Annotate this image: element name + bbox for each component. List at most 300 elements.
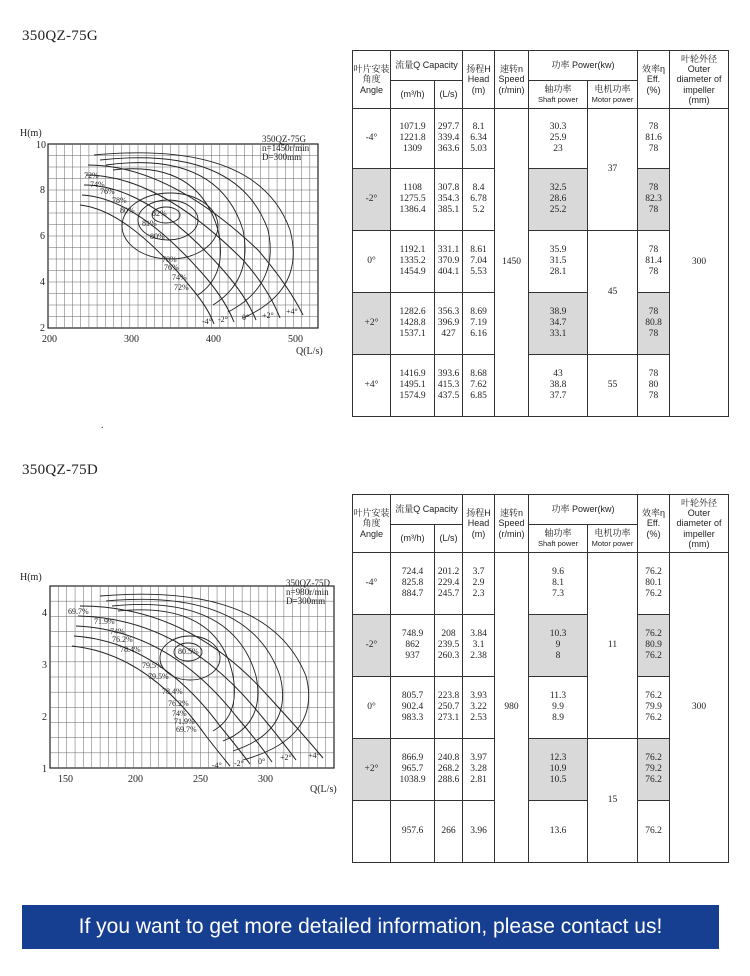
- capacity-ls-cell-value: 223.8: [437, 691, 460, 702]
- th-head-text-d: 扬程H Head: [466, 507, 491, 529]
- head-cell-value: 8.61: [470, 245, 487, 256]
- head-cell-value: 3.96: [470, 826, 487, 837]
- capacity-m3h-cell-value: 1038.9: [399, 774, 426, 785]
- capacity-m3h-cell-value: 902.4: [401, 702, 424, 713]
- efficiency-cell-value: 80.8: [645, 318, 662, 329]
- head-cell-value: 3.1: [472, 640, 485, 651]
- angle-label-g-3: +2°: [262, 311, 274, 320]
- efficiency-cell: [638, 169, 670, 231]
- angle-cell: 0°: [353, 677, 391, 739]
- shaft-power-cell-value: 23: [553, 143, 563, 154]
- eff-label-g-1: 74%: [90, 180, 105, 189]
- head-cell-value: 8.68: [470, 369, 487, 380]
- shaft-power-cell-value: 30.3: [549, 122, 567, 133]
- head-cell: [463, 109, 495, 169]
- th-shaft-en: Shaft power: [537, 95, 579, 105]
- capacity-m3h-cell-value: 1335.2: [399, 256, 426, 267]
- efficiency-cell: [638, 231, 670, 293]
- capacity-m3h-cell: [391, 739, 435, 801]
- curve-angle-0: [84, 185, 256, 320]
- th-motor-en-d: Motor power: [591, 539, 634, 549]
- head-cell: [463, 355, 495, 417]
- th-capacity-d: 流量Q Capacity: [391, 495, 463, 525]
- diameter-cell: 300: [670, 109, 729, 417]
- th-shaft: [529, 81, 588, 109]
- capacity-m3h-cell-value: 1309: [403, 143, 422, 154]
- head-cell-value: 3.84: [470, 629, 487, 640]
- head-cell: [463, 615, 495, 677]
- capacity-ls-cell: [435, 553, 463, 615]
- th-motor-d: [588, 525, 638, 553]
- th-motor: [588, 81, 638, 109]
- efficiency-cell: [638, 739, 670, 801]
- capacity-ls-cell-value: 229.4: [437, 578, 460, 589]
- efficiency-cell-value: 78: [648, 143, 659, 154]
- head-cell: [463, 677, 495, 739]
- shaft-power-cell: [529, 801, 588, 863]
- head-cell-value: 2.53: [470, 712, 487, 723]
- th-eff: [638, 51, 670, 109]
- capacity-m3h-cell-value: 957.6: [401, 826, 424, 837]
- model-title-g: 350QZ-75G: [22, 28, 99, 44]
- capacity-ls-cell-value: 240.8: [437, 753, 460, 764]
- head-cell-value: 8.69: [470, 307, 487, 318]
- capacity-m3h-cell-value: 862: [405, 640, 420, 651]
- eff-label-g-3: 78%: [112, 196, 127, 205]
- head-cell-value: 2.3: [472, 588, 485, 599]
- capacity-m3h-cell-value: 805.7: [401, 691, 424, 702]
- th-cap-ls-d: (L/s): [435, 525, 463, 553]
- head-cell-value: 3.93: [470, 691, 487, 702]
- efficiency-cell-value: 76.2: [645, 774, 662, 785]
- shaft-power-cell: [529, 293, 588, 355]
- th-eff-text: 效率η Eff.: [642, 63, 666, 85]
- capacity-ls-cell-value: 208: [441, 629, 456, 640]
- efficiency-cell-value: 78: [648, 307, 659, 318]
- angle-label-d-0: -4°: [212, 761, 222, 770]
- capacity-m3h-cell: [391, 355, 435, 417]
- capacity-ls-cell-value: 396.9: [437, 318, 460, 329]
- capacity-m3h-cell-value: 1386.4: [399, 204, 426, 215]
- capacity-m3h-cell-value: 965.7: [401, 764, 424, 775]
- table-clip-d: [352, 494, 728, 837]
- y-tick-d-1: 1: [42, 764, 47, 775]
- head-cell: [463, 801, 495, 863]
- capacity-ls-cell-value: 288.6: [437, 774, 460, 785]
- shaft-power-cell-value: 25.2: [549, 204, 567, 215]
- capacity-ls-cell: [435, 231, 463, 293]
- shaft-power-cell-value: 38.8: [549, 380, 567, 391]
- eff-label-d-1: 71.9%: [94, 617, 115, 626]
- capacity-m3h-cell: [391, 293, 435, 355]
- x-tick-d-300: 300: [258, 774, 273, 785]
- x-tick-g-200: 200: [42, 334, 57, 345]
- x-tick-d-250: 250: [193, 774, 208, 785]
- capacity-m3h-cell-value: 1108: [403, 183, 422, 194]
- efficiency-cell-value: 76.2: [645, 753, 662, 764]
- capacity-ls-cell-value: 404.1: [437, 266, 460, 277]
- capacity-ls-cell: [435, 801, 463, 863]
- capacity-ls-cell: [435, 355, 463, 417]
- th-cap-m3h-d: (m³/h): [391, 525, 435, 553]
- shaft-power-cell: [529, 231, 588, 293]
- efficiency-cell: [638, 801, 670, 863]
- capacity-m3h-cell-value: 825.8: [401, 578, 424, 589]
- shaft-power-cell-value: 9.9: [552, 702, 564, 713]
- efficiency-cell-value: 80.1: [645, 578, 662, 589]
- y-tick-g-8: 8: [40, 185, 45, 196]
- th-angle-cn-d: 叶片安装角度: [353, 507, 390, 529]
- eff-label-g-6: 81%: [142, 219, 157, 228]
- chart-dia-label-d: D=300mm: [286, 596, 326, 606]
- table-row: [353, 553, 729, 615]
- capacity-ls-cell-value: 331.1: [437, 245, 460, 256]
- eff-label-d-12: 69.7%: [176, 725, 197, 734]
- angle-label-d-4: +4°: [308, 751, 320, 760]
- th-motor-cn: 电机功率: [594, 84, 631, 95]
- efficiency-cell-value: 76.2: [645, 691, 662, 702]
- th-head: [463, 51, 495, 109]
- th-power: 功率 Power(kw): [529, 51, 638, 81]
- shaft-power-cell: [529, 109, 588, 169]
- capacity-m3h-cell-value: 1428.8: [399, 318, 426, 329]
- angle-cell: 0°: [353, 231, 391, 293]
- eff-label-d-10: 74%: [172, 709, 187, 718]
- shaft-power-cell-value: 38.9: [549, 307, 567, 318]
- head-cell: [463, 553, 495, 615]
- shaft-power-cell-value: 28.6: [549, 194, 567, 205]
- capacity-m3h-cell-value: 884.7: [401, 588, 424, 599]
- shaft-power-cell-value: 33.1: [549, 328, 567, 339]
- efficiency-cell-value: 78: [648, 390, 659, 401]
- eff-label-d-9: 76.2%: [168, 699, 189, 708]
- capacity-ls-cell-value: 427: [441, 328, 456, 339]
- capacity-ls-cell-value: 339.4: [437, 133, 460, 144]
- capacity-ls-cell-value: 266: [441, 826, 456, 837]
- capacity-ls-cell-value: 385.1: [437, 204, 460, 215]
- capacity-m3h-cell: [391, 231, 435, 293]
- capacity-ls-cell: [435, 109, 463, 169]
- head-cell-value: 7.04: [470, 256, 487, 267]
- th-motor-en: Motor power: [591, 95, 634, 105]
- angle-label-g-0: -4°: [202, 317, 212, 326]
- efficiency-cell-value: 76.2: [645, 567, 662, 578]
- y-tick-g-10: 10: [36, 140, 46, 151]
- angle-cell: -2°: [353, 615, 391, 677]
- x-axis-label-d: Q(L/s): [310, 784, 337, 795]
- eff-label-d-2: 74%: [110, 627, 125, 636]
- efficiency-cell-value: 76.2: [645, 826, 662, 837]
- capacity-m3h-cell: [391, 801, 435, 863]
- shaft-power-cell-value: 10.3: [549, 629, 567, 640]
- chart-model-label-g: 350QZ-75G: [262, 134, 306, 144]
- performance-chart-g: [18, 120, 338, 360]
- eff-label-d-7: 79.5%: [148, 672, 169, 681]
- th-speed-text: 速转n Speed: [498, 63, 525, 85]
- chart-dia-label-g: D=300mm: [262, 152, 302, 162]
- capacity-ls-cell-value: 201.2: [437, 567, 460, 578]
- shaft-power-cell: [529, 677, 588, 739]
- x-tick-g-300: 300: [124, 334, 139, 345]
- shaft-power-cell-value: 37.7: [549, 390, 567, 401]
- eff-label-d-5: 80.5%: [178, 647, 199, 656]
- head-cell-value: 3.28: [470, 764, 487, 775]
- th-dia-text: 叶轮外径 Outer diameter of impeller: [676, 53, 722, 95]
- efficiency-cell: [638, 677, 670, 739]
- head-cell-value: 3.22: [470, 702, 487, 713]
- capacity-ls-cell-value: 370.9: [437, 256, 460, 267]
- capacity-ls-cell: [435, 169, 463, 231]
- th-power-d: 功率 Power(kw): [529, 495, 638, 525]
- capacity-m3h-cell-value: 724.4: [401, 567, 424, 578]
- capacity-ls-cell-value: 268.2: [437, 764, 460, 775]
- y-tick-g-2: 2: [40, 323, 45, 334]
- th-angle-en: Angle: [359, 84, 384, 95]
- th-eff-unit: (%): [646, 84, 661, 95]
- capacity-m3h-cell-value: 1221.8: [399, 133, 426, 144]
- th-eff-text-d: 效率η Eff.: [642, 507, 666, 529]
- capacity-ls-cell-value: 437.5: [437, 390, 460, 401]
- capacity-m3h-cell-value: 1282.6: [399, 307, 426, 318]
- efficiency-cell-value: 78: [648, 122, 659, 133]
- capacity-ls-cell-value: 245.7: [437, 588, 460, 599]
- shaft-power-cell: [529, 169, 588, 231]
- th-dia: [670, 51, 729, 109]
- y-tick-g-6: 6: [40, 231, 45, 242]
- motor-power-cell: 45: [588, 231, 638, 355]
- th-dia-d: [670, 495, 729, 553]
- eff-label-d-0: 69.7%: [68, 607, 89, 616]
- th-speed-unit-d: (r/min): [498, 528, 525, 539]
- capacity-ls-cell-value: 297.7: [437, 122, 460, 133]
- capacity-ls-cell-value: 415.3: [437, 380, 460, 391]
- capacity-ls-cell-value: 273.1: [437, 712, 460, 723]
- th-head-unit: (m): [471, 84, 486, 95]
- angle-label-g-1: -2°: [218, 315, 228, 324]
- shaft-power-cell-value: 31.5: [549, 256, 567, 267]
- efficiency-cell-value: 80.9: [645, 640, 662, 651]
- capacity-ls-cell-value: 307.8: [437, 183, 460, 194]
- capacity-m3h-cell: [391, 677, 435, 739]
- angle-label-d-3: +2°: [280, 753, 292, 762]
- th-shaft-d: [529, 525, 588, 553]
- shaft-power-cell-value: 11.3: [549, 691, 567, 702]
- capacity-m3h-cell-value: 1537.1: [399, 328, 426, 339]
- chart-svg-d: [18, 566, 348, 796]
- eff-label-d-4: 78.4%: [120, 645, 141, 654]
- eff-label-g-5: 82%: [152, 209, 167, 218]
- head-cell-value: 6.34: [470, 133, 487, 144]
- chart-model-label-d: 350QZ-75D: [286, 578, 330, 588]
- angle-label-d-2: 0°: [258, 757, 266, 766]
- speed-cell: 980: [495, 553, 529, 863]
- capacity-m3h-cell-value: 1416.9: [399, 369, 426, 380]
- th-motor-cn-d: 电机功率: [594, 528, 631, 539]
- th-capacity: 流量Q Capacity: [391, 51, 463, 81]
- eff-label-d-6: 79.5%: [142, 661, 163, 670]
- eff-label-d-8: 78.4%: [162, 687, 183, 696]
- capacity-ls-cell-value: 260.3: [437, 650, 460, 661]
- diameter-cell: 300: [670, 553, 729, 863]
- shaft-power-cell-value: 8: [555, 650, 561, 661]
- shaft-power-cell-value: 34.7: [549, 318, 567, 329]
- capacity-ls-cell: [435, 739, 463, 801]
- stray-dot: .: [101, 420, 104, 431]
- th-shaft-en-d: Shaft power: [537, 539, 579, 549]
- head-cell-value: 5.53: [470, 266, 487, 277]
- chart-speed-label-d: n=980r/min: [286, 587, 329, 597]
- efficiency-cell-value: 78: [648, 369, 659, 380]
- shaft-power-cell-value: 9: [555, 640, 561, 651]
- efficiency-cell-value: 79.9: [645, 702, 662, 713]
- efficiency-cell: [638, 355, 670, 417]
- shaft-power-cell-value: 12.3: [549, 753, 567, 764]
- efficiency-cell-value: 81.6: [645, 133, 662, 144]
- capacity-m3h-cell-value: 1495.1: [399, 380, 426, 391]
- th-angle-d: [353, 495, 391, 553]
- head-cell-value: 6.78: [470, 194, 487, 205]
- head-cell: [463, 293, 495, 355]
- x-axis-label-g: Q(L/s): [296, 346, 323, 357]
- efficiency-cell-value: 82.3: [645, 194, 662, 205]
- capacity-m3h-cell-value: 1454.9: [399, 266, 426, 277]
- th-dia-text-d: 叶轮外径 Outer diameter of impeller: [676, 497, 722, 539]
- speed-cell: 1450: [495, 109, 529, 417]
- th-speed-unit: (r/min): [498, 84, 525, 95]
- th-dia-unit: (mm): [688, 95, 710, 106]
- shaft-power-cell-value: 9.6: [552, 567, 564, 578]
- shaft-power-cell-value: 10.9: [549, 764, 567, 775]
- capacity-m3h-cell: [391, 109, 435, 169]
- shaft-power-cell-value: 8.9: [552, 712, 564, 723]
- th-shaft-cn-d: 轴功率: [544, 528, 572, 539]
- head-cell-value: 5.03: [470, 143, 487, 154]
- eff-label-g-2: 76%: [100, 187, 115, 196]
- head-cell-value: 8.1: [472, 122, 485, 133]
- head-cell-value: 2.38: [470, 650, 487, 661]
- x-tick-g-400: 400: [206, 334, 221, 345]
- angle-cell: -4°: [353, 109, 391, 169]
- shaft-power-cell-value: 13.6: [549, 826, 567, 837]
- model-title-d: 350QZ-75D: [22, 462, 99, 478]
- eff-label-g-7: 80%: [150, 232, 165, 241]
- th-angle-en-d: Angle: [359, 528, 384, 539]
- capacity-m3h-cell-value: 1192.1: [399, 245, 426, 256]
- y-axis-label-g: H(m): [20, 128, 42, 139]
- y-tick-d-2: 2: [42, 712, 47, 723]
- head-cell-value: 6.16: [470, 328, 487, 339]
- efficiency-cell-value: 79.2: [645, 764, 662, 775]
- motor-power-cell: 15: [588, 739, 638, 863]
- capacity-m3h-cell-value: 983.3: [401, 712, 424, 723]
- capacity-m3h-cell-value: 1574.9: [399, 390, 426, 401]
- efficiency-cell-value: 78: [648, 245, 659, 256]
- contact-banner[interactable]: If you want to get more detailed information, please contact us!: [22, 905, 719, 949]
- eff-label-d-3: 76.2%: [112, 635, 133, 644]
- shaft-power-cell-value: 7.3: [552, 588, 564, 599]
- th-shaft-cn: 轴功率: [544, 84, 572, 95]
- th-dia-unit-d: (mm): [688, 539, 710, 550]
- shaft-power-cell-value: 25.9: [549, 133, 567, 144]
- motor-power-cell: 37: [588, 109, 638, 231]
- th-angle: [353, 51, 391, 109]
- shaft-power-cell-value: 43: [553, 369, 563, 380]
- capacity-ls-cell-value: 239.5: [437, 640, 460, 651]
- th-eff-d: [638, 495, 670, 553]
- capacity-m3h-cell: [391, 615, 435, 677]
- th-speed-text-d: 速转n Speed: [498, 507, 525, 529]
- efficiency-cell-value: 78: [648, 266, 659, 277]
- efficiency-cell-value: 76.2: [645, 588, 662, 599]
- capacity-m3h-cell: [391, 169, 435, 231]
- efficiency-cell-value: 81.4: [645, 256, 662, 267]
- capacity-ls-cell-value: 354.3: [437, 194, 460, 205]
- eff-label-g-4: 80%: [120, 206, 135, 215]
- efficiency-cell-value: 78: [648, 328, 659, 339]
- performance-chart-d: [18, 566, 348, 796]
- th-head-unit-d: (m): [471, 528, 486, 539]
- x-tick-d-200: 200: [128, 774, 143, 785]
- th-eff-unit-d: (%): [646, 528, 661, 539]
- angle-cell: -4°: [353, 553, 391, 615]
- y-tick-g-4: 4: [40, 277, 45, 288]
- efficiency-cell-value: 76.2: [645, 629, 662, 640]
- efficiency-cell: [638, 553, 670, 615]
- efficiency-cell: [638, 615, 670, 677]
- head-cell-value: 7.62: [470, 380, 487, 391]
- eff-label-d-11: 71.9%: [174, 717, 195, 726]
- efficiency-cell-value: 78: [648, 183, 659, 194]
- angle-label-d-1: -2°: [234, 759, 244, 768]
- eff-label-g-11: 72%: [174, 283, 189, 292]
- shaft-power-cell: [529, 615, 588, 677]
- capacity-ls-cell: [435, 293, 463, 355]
- y-axis-label-d: H(m): [20, 572, 42, 583]
- head-cell-value: 6.85: [470, 390, 487, 401]
- eff-label-g-9: 76%: [164, 263, 179, 272]
- head-cell-value: 5.2: [472, 204, 485, 215]
- capacity-m3h-cell-value: 748.9: [401, 629, 424, 640]
- th-head-text: 扬程H Head: [466, 63, 491, 85]
- angle-cell: [353, 801, 391, 863]
- head-cell-value: 7.19: [470, 318, 487, 329]
- th-cap-ls: (L/s): [435, 81, 463, 109]
- head-cell-value: 2.9: [472, 578, 485, 589]
- shaft-power-cell-value: 10.5: [549, 774, 567, 785]
- capacity-ls-cell-value: 393.6: [437, 369, 460, 380]
- head-cell-value: 3.7: [472, 567, 485, 578]
- capacity-m3h-cell-value: 937: [405, 650, 420, 661]
- y-tick-d-4: 4: [42, 608, 47, 619]
- motor-power-cell: 11: [588, 553, 638, 739]
- head-cell-value: 2.81: [470, 774, 487, 785]
- eff-label-g-8: 78%: [162, 255, 177, 264]
- eff-label-g-0: 72%: [84, 171, 99, 180]
- efficiency-cell-value: 76.2: [645, 650, 662, 661]
- table-row: [353, 109, 729, 169]
- shaft-power-cell-value: 32.5: [549, 183, 567, 194]
- capacity-ls-cell-value: 363.6: [437, 143, 460, 154]
- capacity-m3h-cell-value: 1071.9: [399, 122, 426, 133]
- head-cell-value: 8.4: [472, 183, 485, 194]
- th-angle-cn: 叶片安装角度: [353, 63, 390, 85]
- capacity-ls-cell: [435, 615, 463, 677]
- shaft-power-cell: [529, 739, 588, 801]
- efficiency-cell-value: 78: [648, 204, 659, 215]
- head-cell: [463, 739, 495, 801]
- shaft-power-cell: [529, 553, 588, 615]
- performance-table-d: [352, 494, 729, 863]
